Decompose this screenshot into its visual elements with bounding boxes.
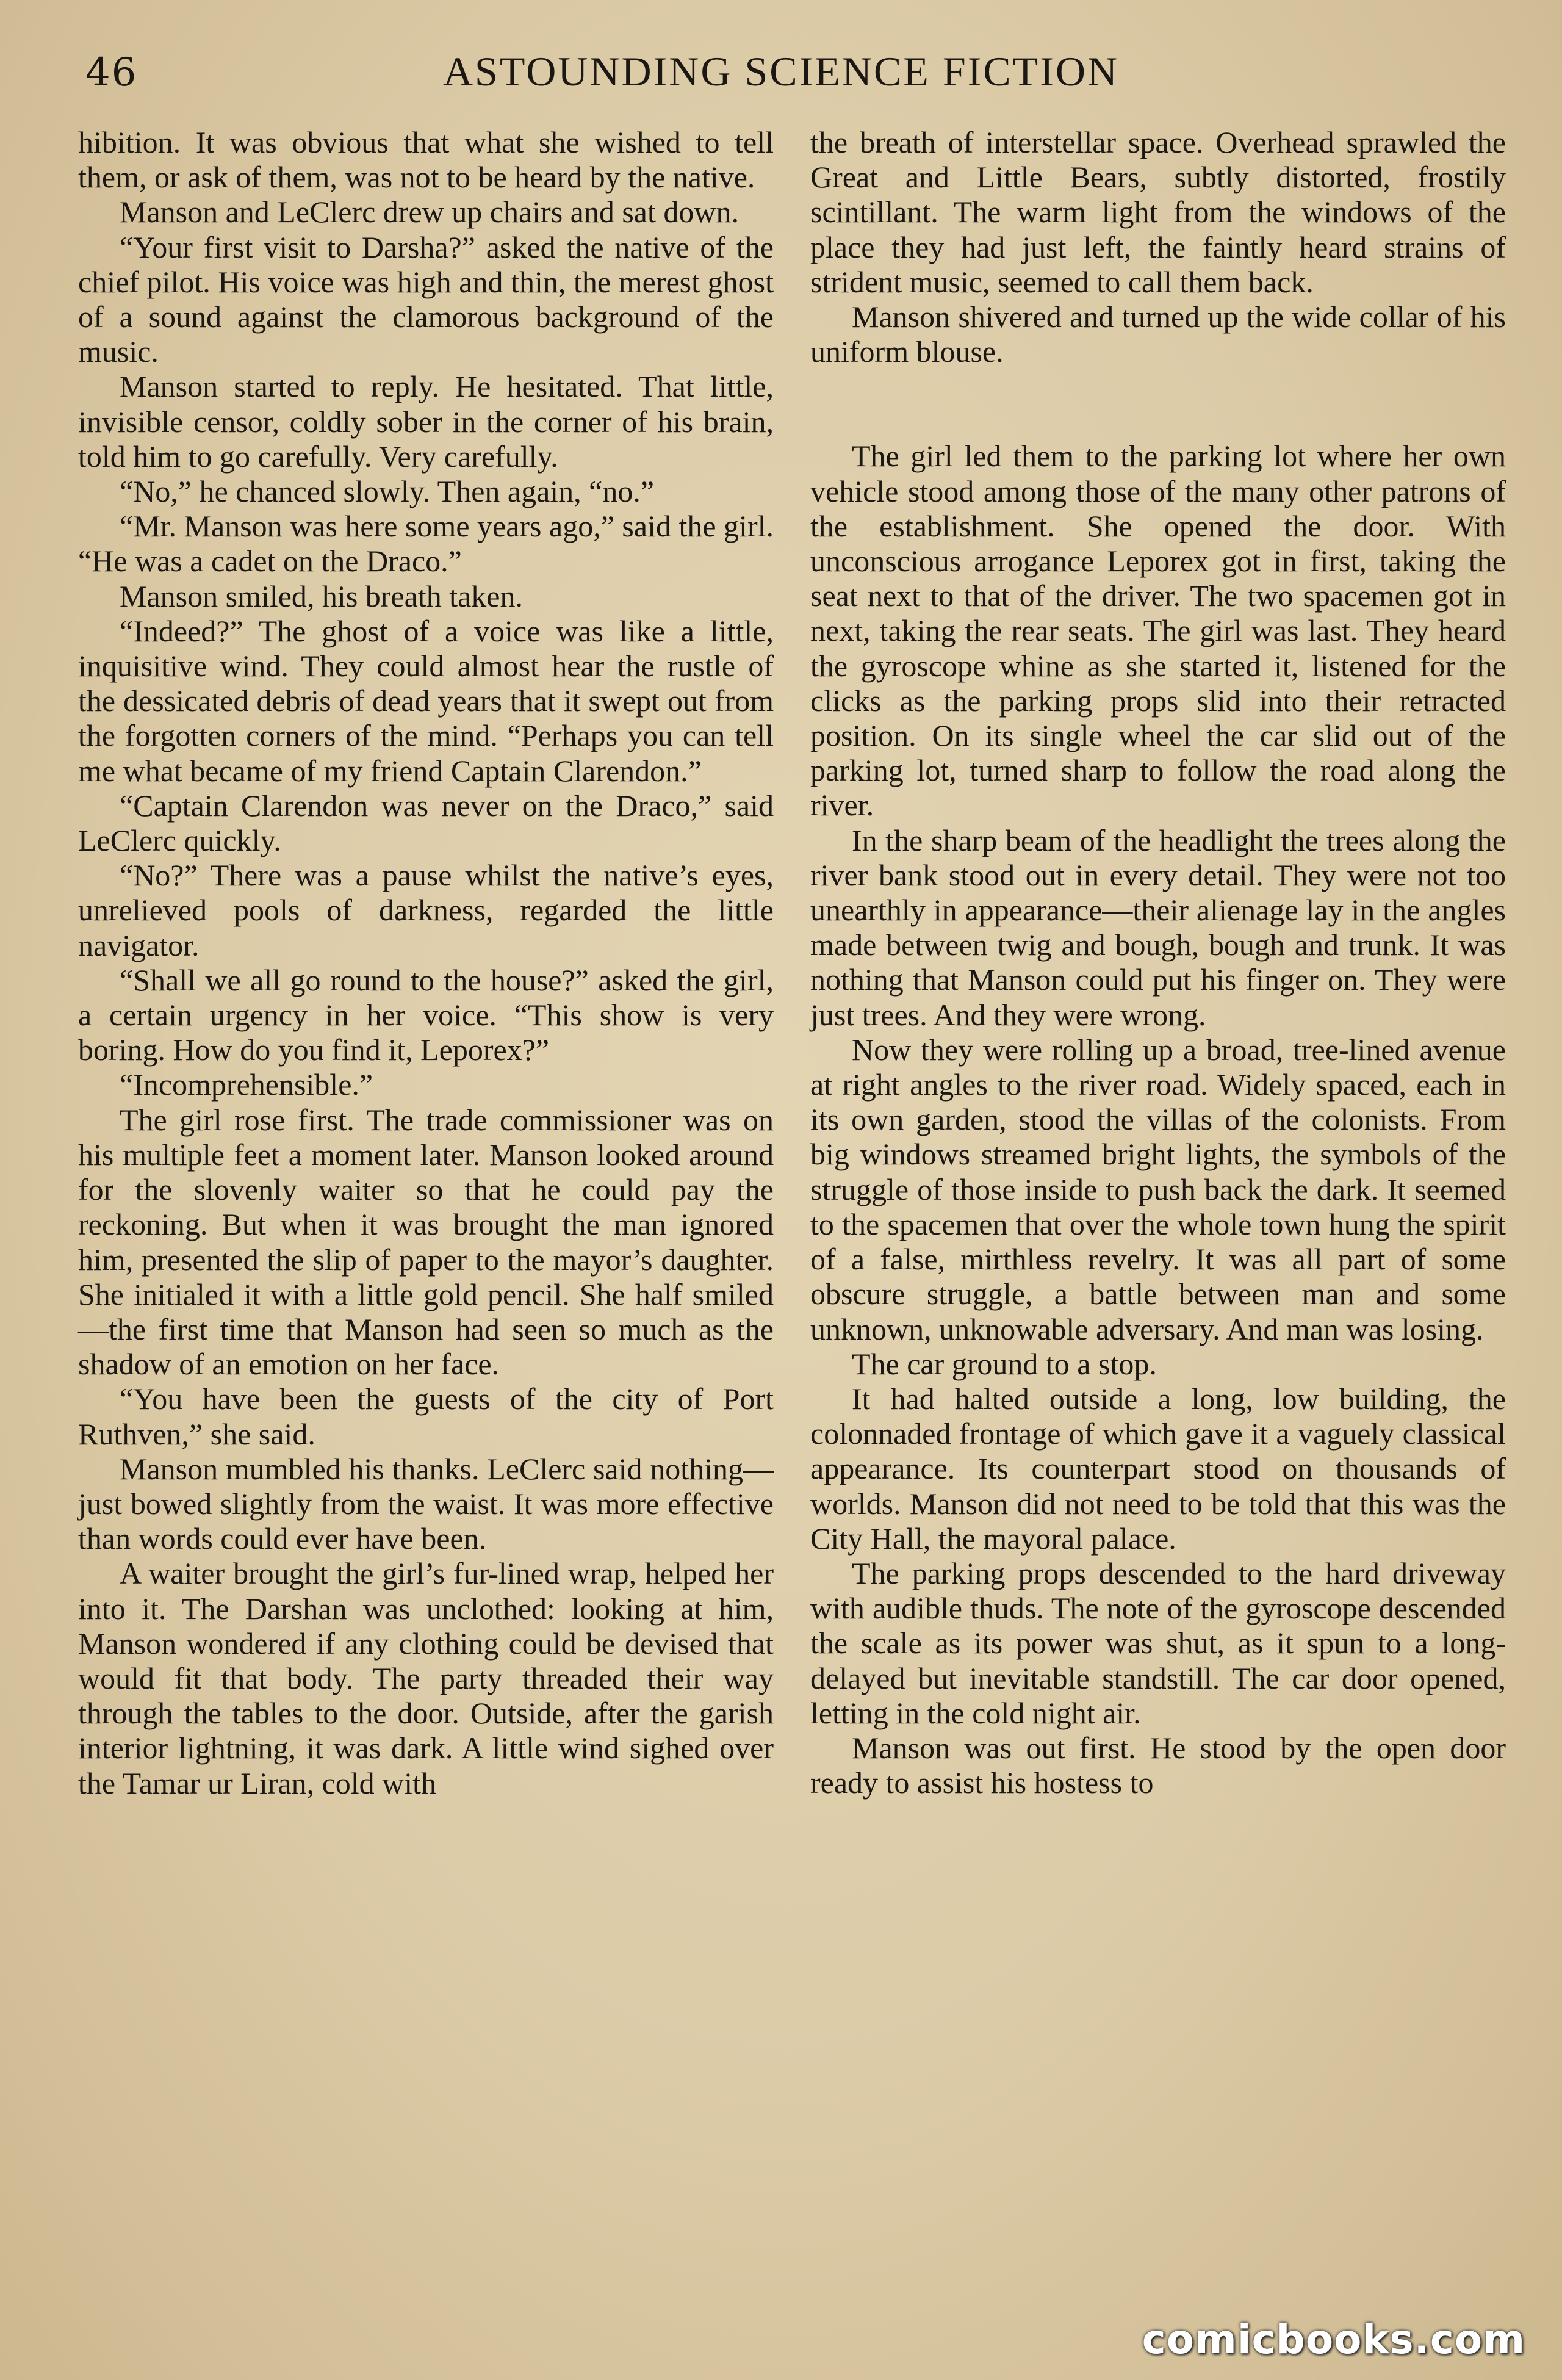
paragraph: “Mr. Manson was here some years ago,” said the girl. “He was a cadet on the Draco.” [78,509,774,579]
paragraph: The girl rose first. The trade commissioner was on his multiple feet a moment later. Manson looked around for the slovenly waiter so that he could pay the reckoning. But when it was brought the man ignored him, presented the slip of paper to the mayor’s daughter. She initialed it with a little gold pencil. She half smiled—the first time that Manson had seen so much as the shadow of an emotion on her face. [78,1102,774,1382]
page-number: 46 [85,50,138,95]
magazine-title: ASTOUNDING SCIENCE FICTION [442,48,1120,95]
running-head [0,38,1562,111]
paragraph: “No,” he chanced slowly. Then again, “no.” [120,474,655,509]
paragraph: “Your first visit to Darsha?” asked the native of the chief pilot. His voice was high and thin, the merest ghost of a sound against the clamorous background of the music. [78,229,774,369]
paragraph: “No?” There was a pause whilst the native’s eyes, unrelieved pools of darkness, regarded the little navigator. [78,858,774,962]
paragraph: Manson was out first. He stood by the open door ready to assist his hostess to [810,1730,1506,1800]
paragraph: “You have been the guests of the city of Port Ruthven,” she said. [78,1382,774,1451]
paragraph: Manson shivered and turned up the wide collar of his uniform blouse. [810,300,1506,369]
paragraph: Manson started to reply. He hesitated. That little, invisible censor, coldly sober in the corner of his brain, told him to go carefully. Very carefully. [78,369,774,474]
paragraph: Manson mumbled his thanks. LeClerc said nothing—just bowed slightly from the waist. It was more effective than words could ever have been. [78,1451,774,1556]
left-column [78,125,774,1801]
paragraph: “Shall we all go round to the house?” asked the girl, a certain urgency in her voice. “This show is very boring. How do you find it, Leporex?” [78,962,774,1067]
paragraph: The girl led them to the parking lot where her own vehicle stood among those of the many other patrons of the establishment. She opened the door. With unconscious arrogance Leporex got in first, taking the seat next to that of the driver. The two spacemen got in next, taking the rear seats. The girl was last. They heard the gyroscope whine as she started it, listened for the clicks as the parking props slid into their retracted position. On its single wheel the car slid out of the parking lot, turned sharp to follow the road along the river. [810,439,1506,823]
paragraph: “Incomprehensible.” [120,1067,373,1102]
paragraph: hibition. It was obvious that what she wished to tell them, or ask of them, was not to be heard by the native. [78,125,774,195]
paragraph: “Captain Clarendon was never on the Draco,” said LeClerc quickly. [78,788,774,858]
paragraph: the breath of interstellar space. Overhead sprawled the Great and Little Bears, subtly distorted, frostily scintillant. The warm light from the windows of the place they had just left, the faintly heard strains of strident music, seemed to call them back. [810,125,1506,299]
site-watermark: comicbooks.com [1142,2316,1525,2363]
paragraph: It had halted outside a long, low building, the colonnaded frontage of which gave it a vaguely classical appearance. Its counterpart stood on thousands of worlds. Manson did not need to be told that this was the City Hall, the mayoral palace. [810,1381,1506,1556]
paragraph: Manson and LeClerc drew up chairs and sat down. [120,195,739,229]
paragraph: Now they were rolling up a broad, tree-lined avenue at right angles to the river road. Widely spaced, each in its own garden, stood the villas of the colonists. From big windows streamed bright lights, the symbols of the struggle of those inside to push back the dark. It seemed to the spacemen that over the whole town hung the spirit of a false, mirthless revelry. It was all part of some obscure struggle, a battle between man and some unknown, unknowable adversary. And man was losing. [810,1032,1506,1346]
right-column [810,125,1506,1800]
paragraph: In the sharp beam of the headlight the trees along the river bank stood out in every detail. They were not too unearthly in appearance—their alienage lay in the angles made between twig and bough, bough and trunk. It was nothing that Manson could put his finger on. They were just trees. And they were wrong. [810,823,1506,1032]
paragraph: “Indeed?” The ghost of a voice was like a little, inquisitive wind. They could almost hear the rustle of the dessicated debris of dead years that it swept out from the forgotten corners of the mind. “Perhaps you can tell me what became of my friend Captain Clarendon.” [78,613,774,788]
paragraph: Manson smiled, his breath taken. [120,579,523,613]
paragraph: The car ground to a stop. [852,1346,1157,1381]
paragraph: A waiter brought the girl’s fur-lined wrap, helped her into it. The Darshan was unclothed: looking at him, Manson wondered if any clothing could be devised that would fit that body. The party threaded their way through the tables to the door. Outside, after the garish interior lightning, it was dark. A little wind sighed over the Tamar ur Liran, cold with [78,1556,774,1800]
paragraph: The parking props descended to the hard driveway with audible thuds. The note of the gyroscope descended the scale as its power was shut, as it spun to a long-delayed but inevitable standstill. The car door opened, letting in the cold night air. [810,1556,1506,1730]
